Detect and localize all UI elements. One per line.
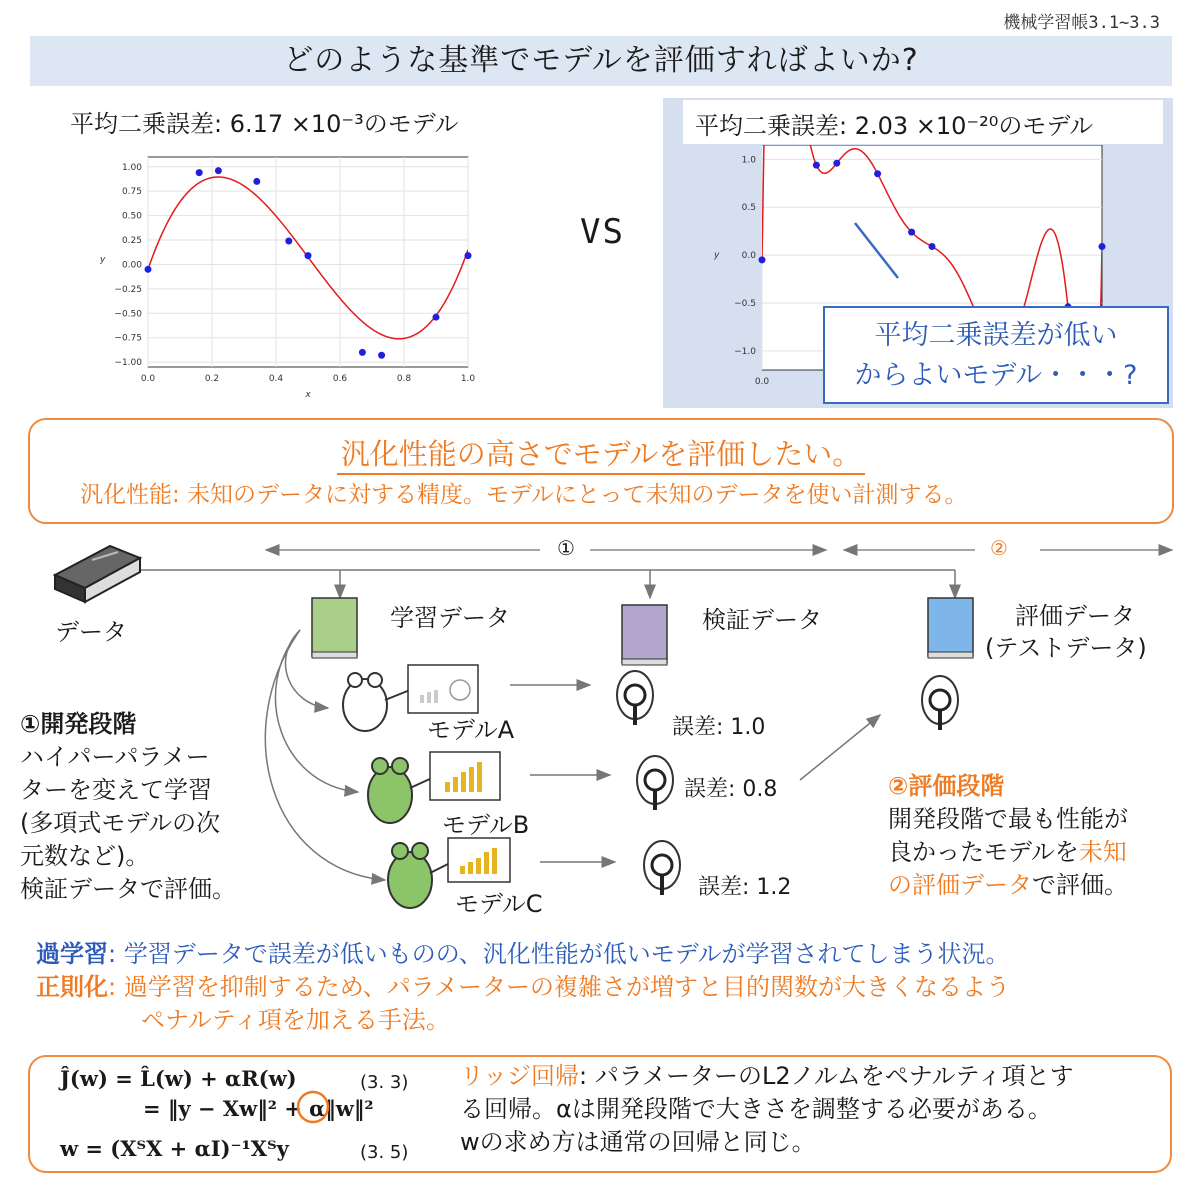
data-label: データ (55, 618, 127, 646)
y-tick-label: 0.25 (121, 236, 142, 247)
train-data-label: 学習データ (390, 604, 510, 632)
y-axis-label: y (714, 250, 720, 261)
y-tick-label: 1.0 (741, 155, 756, 166)
callout-line-2: からよいモデル・・・? (854, 360, 1138, 391)
x-tick-label: 0.0 (754, 377, 770, 387)
dev-phase-line: 元数など)。 (20, 842, 150, 870)
eval-phase-line-2: 良かったモデルを未知 (888, 838, 1127, 866)
y-tick-label: −0.50 (114, 309, 142, 320)
data-point (285, 238, 292, 245)
equation-number-3-3: (3. 3) (360, 1072, 409, 1093)
frog-model-b-icon (368, 758, 432, 823)
dev-phase-title: ①開発段階 (20, 710, 137, 738)
frog-model-a-icon (343, 673, 410, 731)
y-tick-label: 0.0 (741, 251, 756, 262)
inspector-valid-1-icon (617, 671, 653, 725)
error-model-b: 誤差: 0.8 (684, 777, 778, 802)
inspector-valid-3-icon (644, 841, 680, 895)
eval-phase-text (888, 770, 1188, 902)
ridge-line-1: リッジ回帰: パラメーターのL2ノルムをペナルティ項とす (460, 1062, 1074, 1090)
ridge-line-3: wの求め方は通常の回帰と同じ。 (460, 1128, 816, 1156)
vs-label: VS (580, 212, 625, 252)
ridge-description (460, 1060, 1160, 1159)
data-point (759, 256, 766, 263)
eval-phase-line-1: 開発段階で最も性能が (888, 805, 1128, 833)
equation-3-3-line-2: = ‖y − Xw‖² + α‖w‖² (143, 1096, 374, 1121)
data-point (145, 266, 152, 273)
overfit-definition: 過学習: 学習データで誤差が低いものの、汎化性能が低いモデルが学習されてしまう状況。 (36, 940, 1010, 968)
phase2-marker: ② (990, 536, 1008, 560)
valid-data-book-icon (622, 605, 667, 665)
y-tick-label: −0.5 (734, 298, 756, 309)
generalization-definition: 汎化性能: 未知のデータに対する精度。モデルにとって未知のデータを使い計測する。 (80, 482, 968, 508)
eval-phase-title: ②評価段階 (888, 772, 1005, 800)
data-point (1099, 243, 1106, 250)
data-point (305, 252, 312, 259)
data-point (833, 160, 840, 167)
frog-model-c-icon (388, 843, 450, 908)
data-point (465, 252, 472, 259)
equation-number-3-5: (3. 5) (360, 1142, 409, 1163)
page-title: どのような基準でモデルを評価すればよいか? (283, 43, 919, 78)
eval-phase-line-3: の評価データで評価。 (888, 871, 1128, 899)
equation-3-3-line-1: Ĵ(w) = L̂(w) + αR(w) (60, 1066, 297, 1091)
model-a-board-icon (408, 665, 478, 713)
callout-line-1: 平均二乗誤差が低い (874, 320, 1118, 351)
data-point (433, 314, 440, 321)
mse-question-callout (823, 306, 1169, 404)
x-tick-label: 0.6 (332, 374, 348, 384)
phase1-marker: ① (557, 536, 575, 560)
x-tick-label: 0.8 (396, 374, 412, 384)
data-point (908, 229, 915, 236)
y-tick-label: 1.00 (121, 162, 142, 173)
error-model-c: 誤差: 1.2 (698, 875, 792, 900)
definitions (36, 938, 1186, 1037)
data-point (196, 169, 203, 176)
test-data-book-icon (928, 598, 973, 658)
equation-3-5: w = (XᵀX + αI)⁻¹Xᵀy (60, 1136, 289, 1161)
right-model-caption: 平均二乗誤差: 2.03 ×10⁻²⁰のモデル (695, 112, 1094, 140)
dev-phase-text (20, 708, 280, 906)
data-point (813, 162, 820, 169)
x-tick-label: 0.0 (140, 374, 156, 384)
y-tick-label: 0.50 (121, 211, 142, 222)
x-tick-label: 0.2 (204, 374, 220, 384)
page-tag: 機械学習帳3.1~3.3 (1003, 13, 1160, 33)
train-to-model-c-arrow (265, 630, 385, 880)
y-tick-label: −1.0 (734, 346, 756, 357)
x-axis-label: x (305, 390, 311, 400)
data-point (378, 352, 385, 359)
dev-phase-line: (多項式モデルの次 (20, 809, 221, 837)
left-fit-chart (90, 145, 480, 405)
model-c-label: モデルC (455, 890, 543, 918)
train-data-book-icon (312, 598, 357, 658)
regularization-definition-cont: ペナルティ項を加える手法。 (141, 1006, 450, 1034)
y-tick-label: 0.75 (121, 187, 142, 198)
x-tick-label: 1.0 (460, 374, 476, 384)
inspector-valid-2-icon (637, 756, 673, 810)
data-point (359, 349, 366, 356)
best-model-to-test-arrow (800, 715, 880, 780)
y-tick-label: 0.5 (741, 203, 756, 214)
dev-phase-line: ハイパーパラメー (20, 743, 210, 771)
data-point (874, 170, 881, 177)
y-tick-label: −1.00 (114, 358, 142, 369)
penalty-highlight-circle (295, 1090, 331, 1124)
y-axis-label: y (100, 255, 106, 265)
data-point (215, 167, 222, 174)
regularization-definition: 正則化: 過学習を抑制するため、パラメーターの複雑さが増すと目的関数が大きくなるよう (36, 973, 1011, 1001)
model-b-label: モデルB (442, 811, 530, 839)
x-tick-label: 0.4 (268, 374, 284, 384)
y-tick-label: −0.75 (114, 333, 142, 344)
dev-phase-line: ターを変えて学習 (20, 776, 212, 804)
valid-data-label: 検証データ (702, 606, 822, 634)
model-c-board-icon (448, 838, 510, 882)
test-data-label: 評価データ (1015, 602, 1135, 630)
generalization-title: 汎化性能の高さでモデルを評価したい。 (28, 432, 1174, 473)
left-model-caption: 平均二乗誤差: 6.17 ×10⁻³のモデル (70, 110, 459, 138)
error-model-a: 誤差: 1.0 (672, 715, 766, 740)
y-tick-label: 0.00 (121, 260, 142, 271)
data-point (253, 178, 260, 185)
data-book-icon (55, 546, 140, 602)
model-b-board-icon (430, 752, 500, 800)
dev-phase-line: 検証データで評価。 (20, 875, 236, 903)
y-tick-label: −0.25 (114, 284, 142, 295)
model-a-label: モデルA (427, 716, 515, 744)
ridge-line-2: る回帰。αは開発段階で大きさを調整する必要がある。 (460, 1095, 1052, 1123)
test-data-sub-label: (テストデータ) (985, 634, 1147, 662)
data-point (929, 243, 936, 250)
inspector-test-icon (922, 676, 958, 730)
plot-area (148, 157, 468, 367)
